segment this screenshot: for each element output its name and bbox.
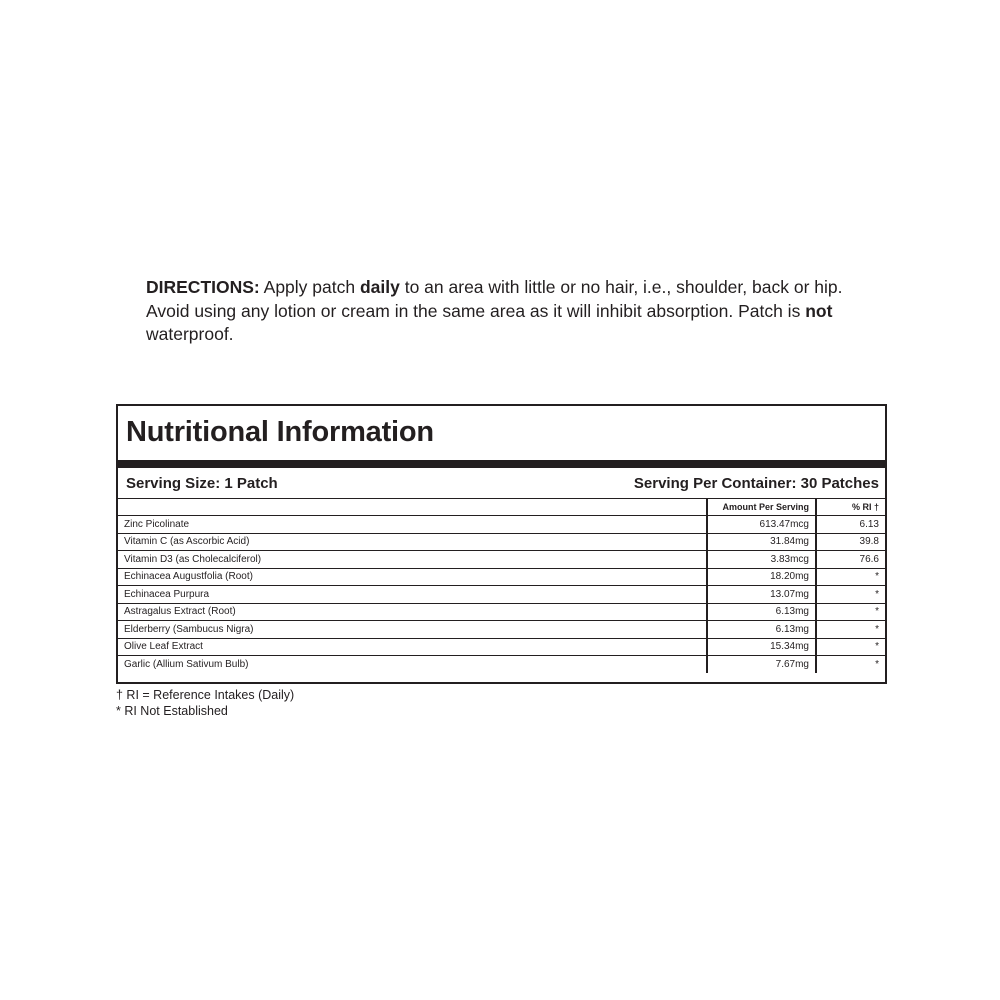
nutrient-name: Elderberry (Sambucus Nigra) <box>118 621 707 639</box>
nutrient-name: Echinacea Purpura <box>118 586 707 604</box>
table-row <box>118 621 885 639</box>
nutrient-name: Zinc Picolinate <box>118 516 707 534</box>
servings-per-container: Serving Per Container: 30 Patches <box>633 475 879 492</box>
directions-text-1: Apply patch <box>259 277 360 297</box>
panel-title: Nutritional Information <box>126 416 434 448</box>
header-amount: Amount Per Serving <box>707 498 816 516</box>
nutrient-ri: * <box>816 568 885 586</box>
nutrient-amount: 31.84mg <box>707 533 816 551</box>
nutrient-amount: 3.83mcg <box>707 551 816 569</box>
nutrient-amount: 613.47mcg <box>707 516 816 534</box>
nutrient-ri: 39.8 <box>816 533 885 551</box>
nutrient-ri: * <box>816 621 885 639</box>
table-row <box>118 638 885 656</box>
nutrient-amount: 18.20mg <box>707 568 816 586</box>
nutrient-name: Vitamin D3 (as Cholecalciferol) <box>118 551 707 569</box>
table-row <box>118 516 885 534</box>
nutrient-table <box>118 498 885 673</box>
nutrient-amount: 6.13mg <box>707 621 816 639</box>
table-row <box>118 586 885 604</box>
table-header-row <box>118 498 885 516</box>
header-nutrient <box>118 498 707 516</box>
nutrition-panel <box>116 404 887 684</box>
nutrient-name: Vitamin C (as Ascorbic Acid) <box>118 533 707 551</box>
nutrient-amount: 7.67mg <box>707 656 816 674</box>
directions-text-2: to an area with little or no hair, i.e., shoulder, back or hip. Avoid using any lotion or cream in the same area as it will inhibit absorption. Patch is <box>146 277 843 321</box>
directions-text <box>146 276 866 347</box>
nutrient-name: Olive Leaf Extract <box>118 638 707 656</box>
footnote-not-established: * RI Not Established <box>116 703 228 718</box>
nutrient-name: Astragalus Extract (Root) <box>118 603 707 621</box>
table-row <box>118 533 885 551</box>
table-row <box>118 551 885 569</box>
nutrient-table-body <box>118 516 885 674</box>
directions-text-3: waterproof. <box>146 324 234 344</box>
directions-label: DIRECTIONS: <box>146 277 260 297</box>
nutrient-ri: * <box>816 603 885 621</box>
footnote-ri-definition: † RI = Reference Intakes (Daily) <box>116 688 295 702</box>
nutrient-amount: 6.13mg <box>707 603 816 621</box>
nutrient-ri: * <box>816 656 885 674</box>
nutrient-ri: 6.13 <box>816 516 885 534</box>
directions-bold-daily: daily <box>359 277 400 297</box>
table-row <box>118 603 885 621</box>
nutrient-ri: * <box>816 638 885 656</box>
directions-bold-not: not <box>805 300 833 321</box>
nutrient-ri: 76.6 <box>816 551 885 569</box>
nutrient-amount: 15.34mg <box>707 638 816 656</box>
footnotes <box>116 688 294 719</box>
thick-divider <box>118 460 885 468</box>
nutrient-ri: * <box>816 586 885 604</box>
nutrient-amount: 13.07mg <box>707 586 816 604</box>
table-row <box>118 656 885 674</box>
nutrient-name: Echinacea Augustfolia (Root) <box>118 568 707 586</box>
nutrient-name: Garlic (Allium Sativum Bulb) <box>124 659 249 670</box>
serving-row <box>118 468 885 499</box>
header-ri: % RI † <box>816 498 885 516</box>
table-row <box>118 568 885 586</box>
serving-size: Serving Size: 1 Patch <box>126 475 278 492</box>
